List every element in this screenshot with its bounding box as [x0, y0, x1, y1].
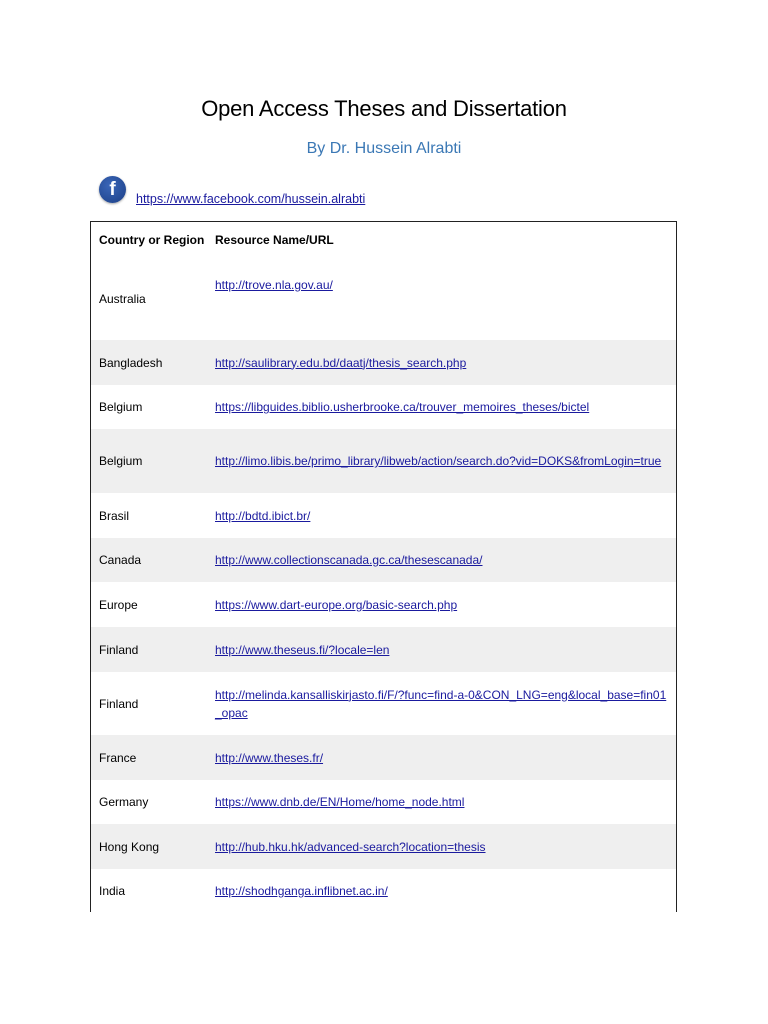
table-row	[91, 258, 676, 340]
resource-table	[90, 221, 677, 912]
table-row	[91, 493, 676, 538]
resource-link[interactable]: https://www.dnb.de/EN/Home/home_node.html	[215, 795, 465, 809]
table-row	[91, 538, 676, 582]
resource-link[interactable]: http://trove.nla.gov.au/	[215, 278, 333, 292]
resource-link[interactable]: http://hub.hku.hk/advanced-search?location=thesis	[215, 839, 486, 854]
facebook-icon[interactable]	[99, 176, 126, 203]
table-row	[91, 429, 676, 493]
resource-link[interactable]: http://www.collectionscanada.gc.ca/thesescanada/	[215, 553, 483, 567]
table-row	[91, 735, 676, 780]
table-row	[91, 627, 676, 672]
url-cell	[215, 596, 675, 614]
resource-link[interactable]: http://www.theseus.fi/?locale=len	[215, 642, 390, 657]
country-cell: France	[99, 750, 137, 765]
table-row	[91, 340, 676, 385]
country-cell: Belgium	[99, 454, 143, 468]
resource-link[interactable]: https://libguides.biblio.usherbrooke.ca/trouver_memoires_theses/bictel	[215, 400, 590, 414]
url-cell	[215, 793, 675, 811]
document-author: By Dr. Hussein Alrabti	[306, 140, 462, 157]
resource-link[interactable]: http://melinda.kansalliskirjasto.fi/F/?func=find-a-0&CON_LNG=eng&local_base=fin01_opac	[215, 687, 667, 720]
url-cell	[215, 882, 675, 900]
country-cell: Europe	[99, 597, 138, 612]
facebook-link[interactable]: https://www.facebook.com/hussein.alrabti	[136, 192, 366, 206]
url-cell	[215, 507, 675, 525]
country-cell: Germany	[99, 795, 149, 809]
resource-link[interactable]: https://www.dart-europe.org/basic-search.php	[215, 597, 458, 612]
country-cell: Canada	[99, 553, 142, 567]
table-header-row	[91, 222, 676, 258]
resource-link[interactable]: http://bdtd.ibict.br/	[215, 508, 311, 523]
table-row	[91, 672, 676, 735]
country-cell: Belgium	[99, 400, 143, 414]
country-cell: Brasil	[99, 508, 130, 523]
country-cell: Hong Kong	[99, 839, 160, 854]
resource-link[interactable]: http://www.theses.fr/	[215, 750, 324, 765]
country-cell: Finland	[99, 696, 139, 711]
resource-link[interactable]: http://saulibrary.edu.bd/daatj/thesis_search.php	[215, 355, 467, 370]
resource-link[interactable]: http://limo.libis.be/primo_library/libweb/action/search.do?vid=DOKS&fromLogin=true	[215, 454, 662, 468]
column-header-resource: Resource Name/URL	[215, 233, 334, 247]
column-header-country: Country or Region	[99, 233, 205, 247]
url-cell	[215, 838, 675, 856]
facebook-icon-glyph: f	[109, 179, 116, 200]
resource-link[interactable]: http://shodhganga.inflibnet.ac.in/	[215, 884, 388, 898]
table-row	[91, 824, 676, 869]
country-cell: India	[99, 884, 126, 898]
table-row	[91, 582, 676, 627]
url-cell	[215, 398, 675, 416]
url-cell	[215, 641, 675, 659]
url-cell	[215, 452, 675, 470]
table-row	[91, 780, 676, 824]
table-row	[91, 869, 676, 913]
url-cell	[215, 258, 675, 294]
url-cell	[215, 749, 675, 767]
country-cell: Australia	[99, 292, 146, 306]
country-cell: Bangladesh	[99, 355, 163, 370]
table-row	[91, 385, 676, 429]
document-title: Open Access Theses and Dissertation	[201, 96, 567, 121]
url-cell	[215, 354, 675, 372]
url-cell	[215, 686, 675, 722]
url-cell	[215, 551, 675, 569]
country-cell: Finland	[99, 642, 139, 657]
